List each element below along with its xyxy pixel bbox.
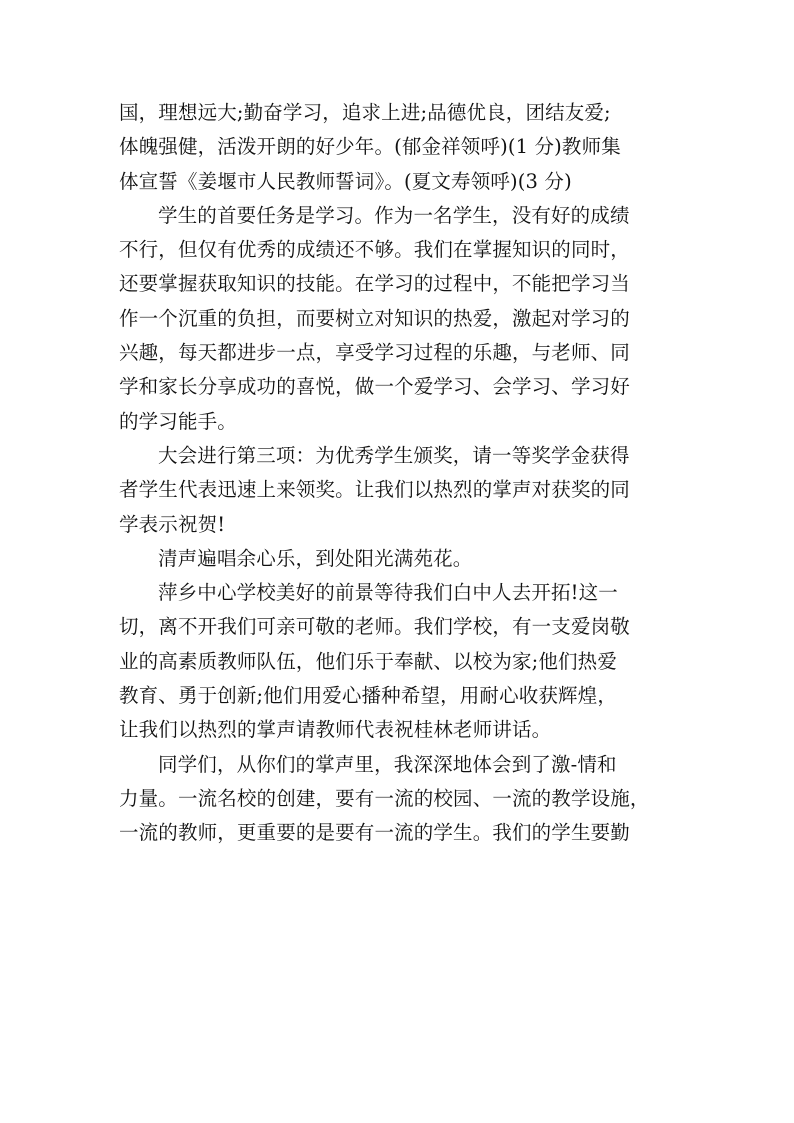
paragraph-oath-continuation xyxy=(119,96,679,199)
text-line: 的学习能手。 xyxy=(119,409,237,433)
text-line: 一流的教师，更重要的是要有一流的学生。我们的学生要勤 xyxy=(119,821,630,845)
paragraph-poem-line xyxy=(119,542,679,576)
text-line: 学表示祝贺! xyxy=(119,512,226,536)
paragraph-award-ceremony xyxy=(119,439,679,542)
text-line: 力量。一流名校的创建，要有一流的校园、一流的教学设施， xyxy=(119,786,650,810)
paragraph-students-address xyxy=(119,748,679,851)
text-line: 国，理想远大;勤奋学习，追求上进;品德优良，团结友爱; xyxy=(119,101,611,124)
document-body xyxy=(119,96,679,851)
text-line: 大会进行第三项：为优秀学生颁奖，请一等奖学金获得 xyxy=(158,443,630,467)
text-line: 同学们，从你们的掌声里，我深深地体会到了激-情和 xyxy=(158,752,617,776)
text-line: 体宣誓《姜堰市人民教师誓词》。(夏文寿领呼)(3 分) xyxy=(119,169,572,193)
text-line: 教育、勇于创新;他们用爱心播种希望，用耐心收获辉煌， xyxy=(119,684,617,708)
text-line: 体魄强健，活泼开朗的好少年。(郁金祥领呼)(1 分)教师集 xyxy=(119,135,621,159)
text-line: 业的高素质教师队伍，他们乐于奉献、以校为家;他们热爱 xyxy=(119,649,617,673)
text-line: 让我们以热烈的掌声请教师代表祝桂林老师讲话。 xyxy=(119,718,552,742)
text-line: 不行，但仅有优秀的成绩还不够。我们在掌握知识的同时， xyxy=(119,238,630,262)
text-line: 还要掌握获取知识的技能。在学习的过程中，不能把学习当 xyxy=(119,272,630,296)
text-line: 作一个沉重的负担，而要树立对知识的热爱，激起对学习的 xyxy=(119,306,630,330)
paragraph-teachers xyxy=(119,576,679,747)
text-line: 学和家长分享成功的喜悦，做一个爱学习、会学习、学习好 xyxy=(119,375,630,399)
text-line: 学生的首要任务是学习。作为一名学生，没有好的成绩 xyxy=(158,203,630,227)
paragraph-learning-task xyxy=(119,199,679,439)
text-line: 切，离不开我们可亲可敬的老师。我们学校，有一支爱岗敬 xyxy=(119,615,630,639)
text-line: 萍乡中心学校美好的前景等待我们白中人去开拓!这一 xyxy=(158,581,618,605)
text-line: 者学生代表迅速上来领奖。让我们以热烈的掌声对获奖的同 xyxy=(119,478,630,502)
text-line: 清声遍唱余心乐，到处阳光满苑花。 xyxy=(158,546,473,570)
text-line: 兴趣，每天都进步一点，享受学习过程的乐趣，与老师、同 xyxy=(119,341,630,365)
